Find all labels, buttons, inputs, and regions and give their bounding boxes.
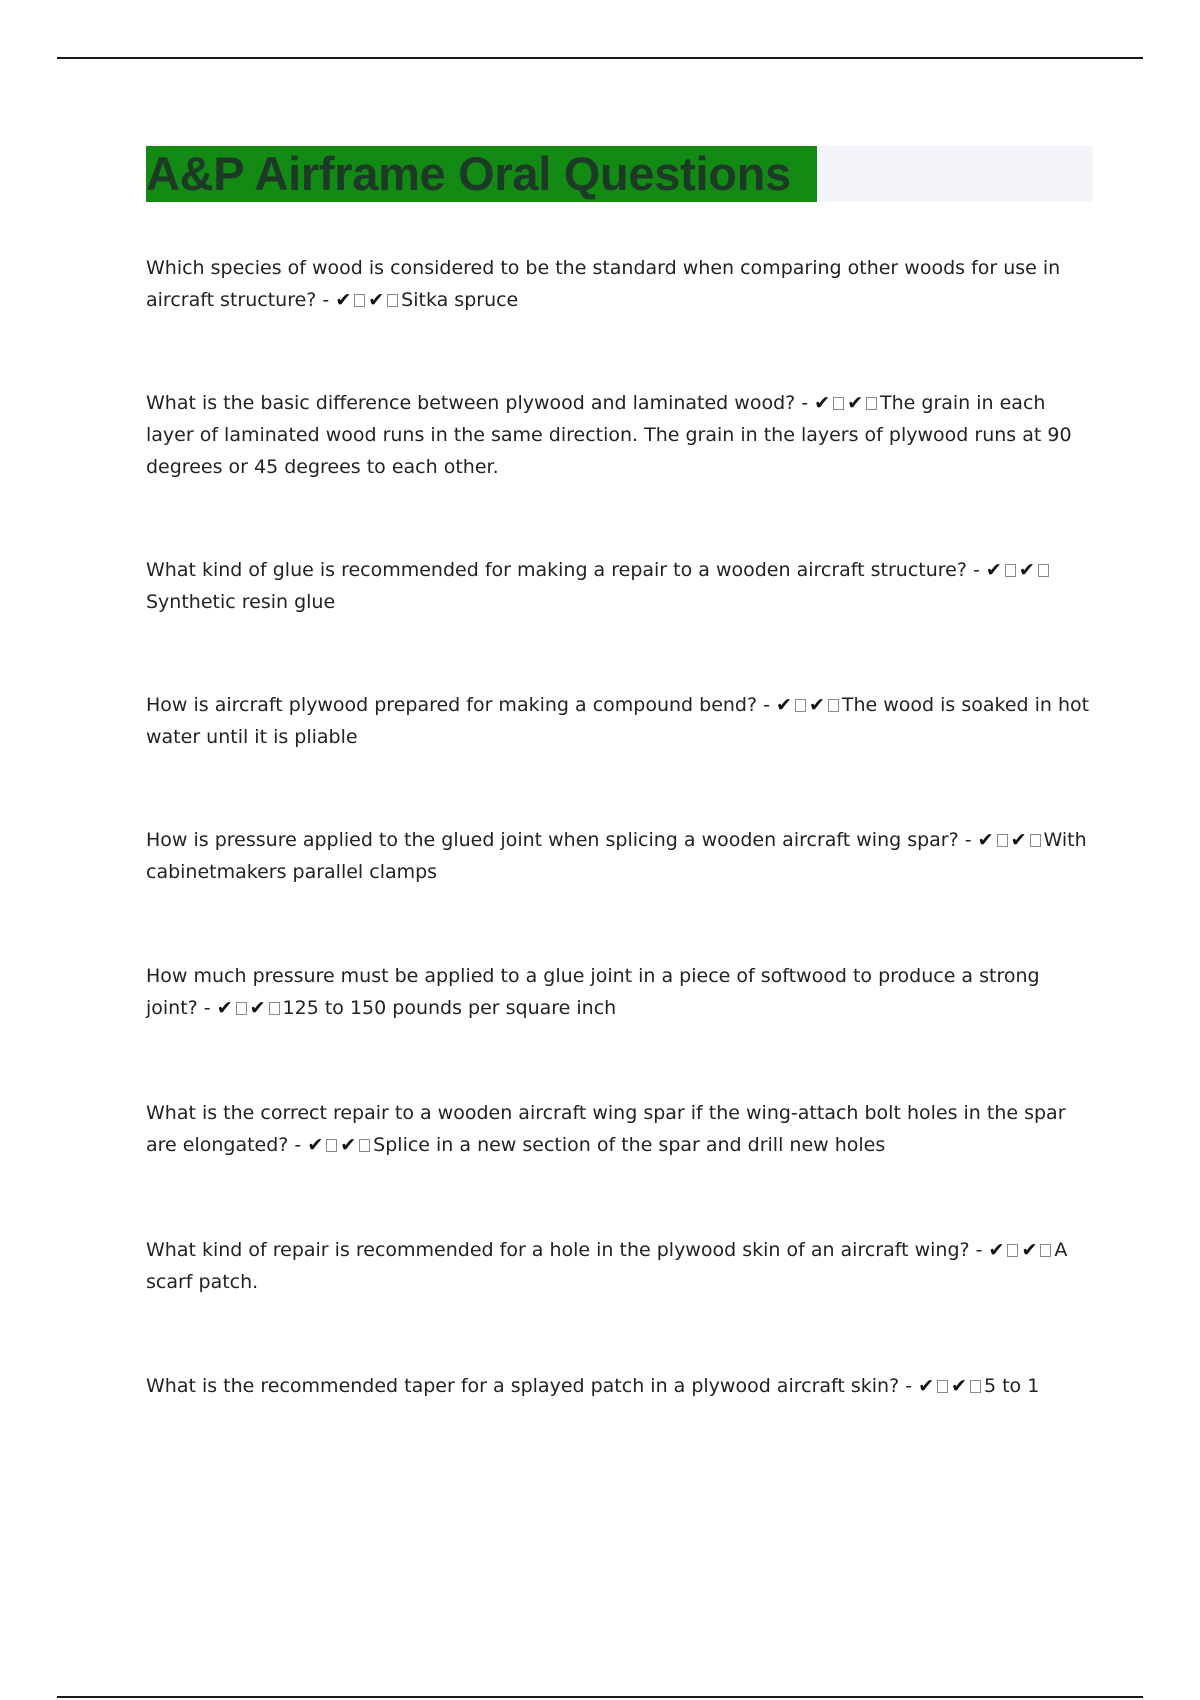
check-icon: ✔ — [216, 997, 233, 1019]
qa-item — [146, 960, 1096, 1024]
qa-separator: - — [288, 1134, 308, 1156]
missing-glyph-icon — [970, 1380, 981, 1393]
answer-text: Sitka spruce — [401, 289, 519, 311]
qa-item — [146, 689, 1096, 753]
missing-glyph-icon — [354, 294, 365, 307]
qa-separator: - — [969, 1239, 989, 1261]
answer-text: With cabinetmakers parallel clamps — [146, 829, 1087, 883]
missing-glyph-icon — [828, 699, 839, 712]
check-icon: ✔ — [988, 1239, 1005, 1261]
missing-glyph-icon — [937, 1380, 948, 1393]
missing-glyph-icon — [1007, 1244, 1018, 1257]
missing-glyph-icon — [997, 834, 1008, 847]
missing-glyph-icon — [359, 1139, 370, 1152]
question-text: Which species of wood is considered to be the standard when comparing other woods for use in aircraft structure? — [146, 257, 1061, 311]
check-icon: ✔ — [918, 1375, 935, 1397]
check-icon: ✔ — [335, 289, 352, 311]
question-text: What is the basic difference between plywood and laminated wood? — [146, 392, 796, 414]
qa-separator: - — [958, 829, 978, 851]
check-icon: ✔ — [951, 1375, 967, 1397]
question-text: What kind of glue is recommended for making a repair to a wooden aircraft structure? — [146, 559, 967, 581]
check-icon: ✔ — [808, 694, 825, 716]
qa-item — [146, 1234, 1096, 1298]
answer-text: 5 to 1 — [983, 1375, 1040, 1397]
qa-separator: - — [316, 289, 336, 311]
answer-text: 125 to 150 pounds per square inch — [282, 997, 617, 1019]
question-text: What is the recommended taper for a splayed patch in a plywood aircraft skin? — [146, 1375, 900, 1397]
check-icon: ✔ — [1021, 1239, 1038, 1261]
check-icon: ✔ — [368, 289, 385, 311]
check-icon: ✔ — [985, 559, 1002, 581]
answer-text: Splice in a new section of the spar and drill new holes — [373, 1134, 886, 1156]
check-icon: ✔ — [814, 392, 831, 414]
qa-separator: - — [757, 694, 777, 716]
check-icon: ✔ — [776, 694, 792, 716]
missing-glyph-icon — [269, 1002, 280, 1015]
top-rule — [57, 57, 1143, 59]
missing-glyph-icon — [1040, 1244, 1051, 1257]
qa-item — [146, 554, 1096, 618]
title-banner — [146, 146, 1093, 202]
missing-glyph-icon — [1038, 564, 1049, 577]
missing-glyph-icon — [387, 294, 398, 307]
bottom-rule — [57, 1696, 1143, 1698]
missing-glyph-icon — [866, 397, 877, 410]
question-text: What is the correct repair to a wooden aircraft wing spar if the wing-attach bolt holes in the spar are elongated? — [146, 1102, 1066, 1156]
missing-glyph-icon — [1030, 834, 1041, 847]
answer-text: A scarf patch. — [146, 1239, 1068, 1293]
qa-item — [146, 824, 1096, 888]
check-icon: ✔ — [307, 1134, 324, 1156]
qa-item — [146, 1097, 1096, 1161]
qa-separator: - — [197, 997, 217, 1019]
missing-glyph-icon — [833, 397, 844, 410]
question-text: What kind of repair is recommended for a hole in the plywood skin of an aircraft wing? — [146, 1239, 970, 1261]
qa-separator: - — [966, 559, 986, 581]
answer-text: Synthetic resin glue — [146, 591, 336, 613]
missing-glyph-icon — [795, 699, 806, 712]
missing-glyph-icon — [236, 1002, 247, 1015]
title-highlight — [146, 146, 817, 202]
answer-text: The wood is soaked in hot water until it is pliable — [146, 694, 1090, 748]
qa-separator: - — [899, 1375, 919, 1397]
check-icon: ✔ — [1010, 829, 1027, 851]
question-text: How is aircraft plywood prepared for making a compound bend? — [146, 694, 758, 716]
answer-text: The grain in each layer of laminated wood runs in the same direction. The grain in the layers of plywood runs at 90 degrees or 45 degrees to each other. — [146, 392, 1072, 478]
document-title: A&P Airframe Oral Questions — [146, 147, 791, 200]
question-text: How much pressure must be applied to a glue joint in a piece of softwood to produce a strong joint? — [146, 965, 1040, 1019]
qa-item — [146, 1370, 1096, 1402]
missing-glyph-icon — [326, 1139, 337, 1152]
check-icon: ✔ — [1018, 559, 1035, 581]
check-icon: ✔ — [977, 829, 994, 851]
qa-separator: - — [795, 392, 815, 414]
check-icon: ✔ — [847, 392, 863, 414]
missing-glyph-icon — [1005, 564, 1016, 577]
check-icon: ✔ — [249, 997, 266, 1019]
qa-item — [146, 252, 1096, 316]
qa-item — [146, 387, 1096, 483]
question-text: How is pressure applied to the glued joint when splicing a wooden aircraft wing spar? — [146, 829, 959, 851]
check-icon: ✔ — [340, 1134, 357, 1156]
